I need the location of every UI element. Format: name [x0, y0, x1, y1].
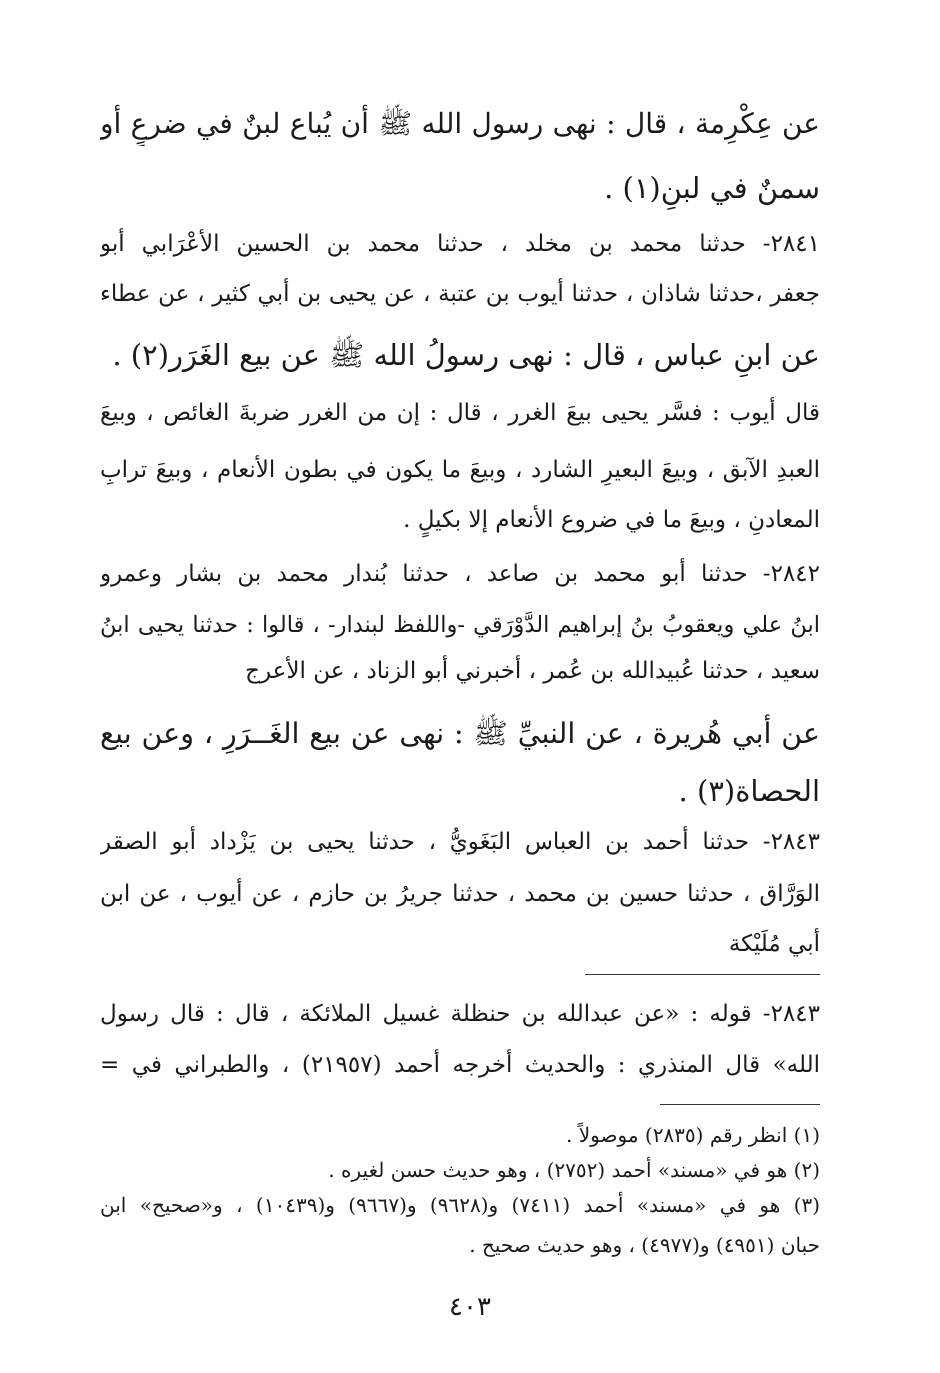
- commentary-2843-line-2: الله» قال المنذري : والحديث أخرجه أحمد (٢١٩٥٧) ، والطبراني في =: [100, 1052, 820, 1078]
- hadith-2842-isnad-line-3: سعيد ، حدثنا عُبيدالله بن عُمر ، أخبرني أبو الزناد ، عن الأعرج: [245, 658, 820, 684]
- hadith-2841-isnad-line-1: ٢٨٤١- حدثنا محمد بن مخلد ، حدثنا محمد بن الحسين الأعْرَابي أبو: [100, 231, 820, 257]
- hadith-2841-isnad-line-2: جعفر ،حدثنا شاذان ، حدثنا أيوب بن عتبة ، عن يحيى بن أبي كثير ، عن عطاء: [100, 281, 820, 307]
- footnote-2: (٢) هو في «مسند» أحمد (٢٧٥٢) ، وهو حديث حسن لغيره .: [328, 1158, 820, 1182]
- hadith-2841-commentary-line-1: قال أيوب : فسَّر يحيى بيعَ الغرر ، قال : إن من الغرر ضربةَ الغائص ، وبيعَ: [100, 400, 820, 426]
- hadith-2841-commentary-line-3: المعادنِ ، وبيعَ ما في ضروع الأنعام إلا بكيلٍ .: [403, 507, 820, 533]
- footnote-1: (١) انظر رقم (٢٨٣٥) موصولاً .: [566, 1123, 820, 1147]
- hadith-2843-isnad-line-2: الوَرَّاق ، حدثنا حسين بن محمد ، حدثنا جريرُ بن حازم ، عن أيوب ، عن ابن: [100, 881, 820, 907]
- hadith-2840-matn-line-2: سمنٌ في لبنٍ(١) .: [604, 171, 820, 205]
- hadith-2843-isnad-line-1: ٢٨٤٣- حدثنا أحمد بن العباس البَغَويُّ ، حدثنا يحيى بن يَزْداد أبو الصقر: [100, 829, 820, 855]
- hadith-2842-matn-line-2: الحصاة(٣) .: [678, 774, 820, 808]
- hadith-2841-matn-line-1: عن ابنِ عباس ، قال : نهى رسولُ الله ﷺ عن بيع الغَرَر(٢) .: [112, 338, 820, 372]
- footnote-3-line-1: (٣) هو في «مسند» أحمد (٧٤١١) و(٩٦٢٨) و(٩٦٦٧) و(١٠٤٣٩) ، و«صحيح» ابن: [100, 1193, 820, 1217]
- hadith-2842-isnad-line-1: ٢٨٤٢- حدثنا أبو محمد بن صاعد ، حدثنا بُندار محمد بن بشار وعمرو: [100, 561, 820, 587]
- section-divider: [585, 974, 820, 975]
- hadith-2840-matn-line-1: عن عِكْرِمة ، قال : نهى رسول الله ﷺ أن يُباع لبنٌ في ضرعٍ أو: [100, 107, 820, 140]
- hadith-2843-isnad-line-3: أبي مُلَيْكة: [728, 931, 820, 957]
- hadith-2842-matn-line-1: عن أبي هُريرة ، عن النبيِّ ﷺ : نهى عن بيع الغَــرَرِ ، وعن بيع: [100, 717, 820, 750]
- commentary-2843-line-1: ٢٨٤٣- قوله : «عن عبدالله بن حنظلة غسيل الملائكة ، قال : قال رسول: [100, 1001, 820, 1027]
- page-number: ٤٠٣: [449, 1292, 491, 1322]
- hadith-2841-commentary-line-2: العبدِ الآبق ، وبيعَ البعيرِ الشارد ، وبيعَ ما يكون في بطون الأنعام ، وبيعَ ترابِ: [100, 457, 820, 483]
- footnote-3-line-2: حبان (٤٩٥١) و(٤٩٧٧) ، وهو حديث صحيح .: [469, 1233, 820, 1257]
- hadith-2842-isnad-line-2: ابنُ علي ويعقوبُ بنُ إبراهيم الدَّوْرَقي -واللفظ لبندار- ، قالوا : حدثنا يحيى ابنُ: [100, 612, 820, 638]
- footnote-divider: [660, 1104, 820, 1105]
